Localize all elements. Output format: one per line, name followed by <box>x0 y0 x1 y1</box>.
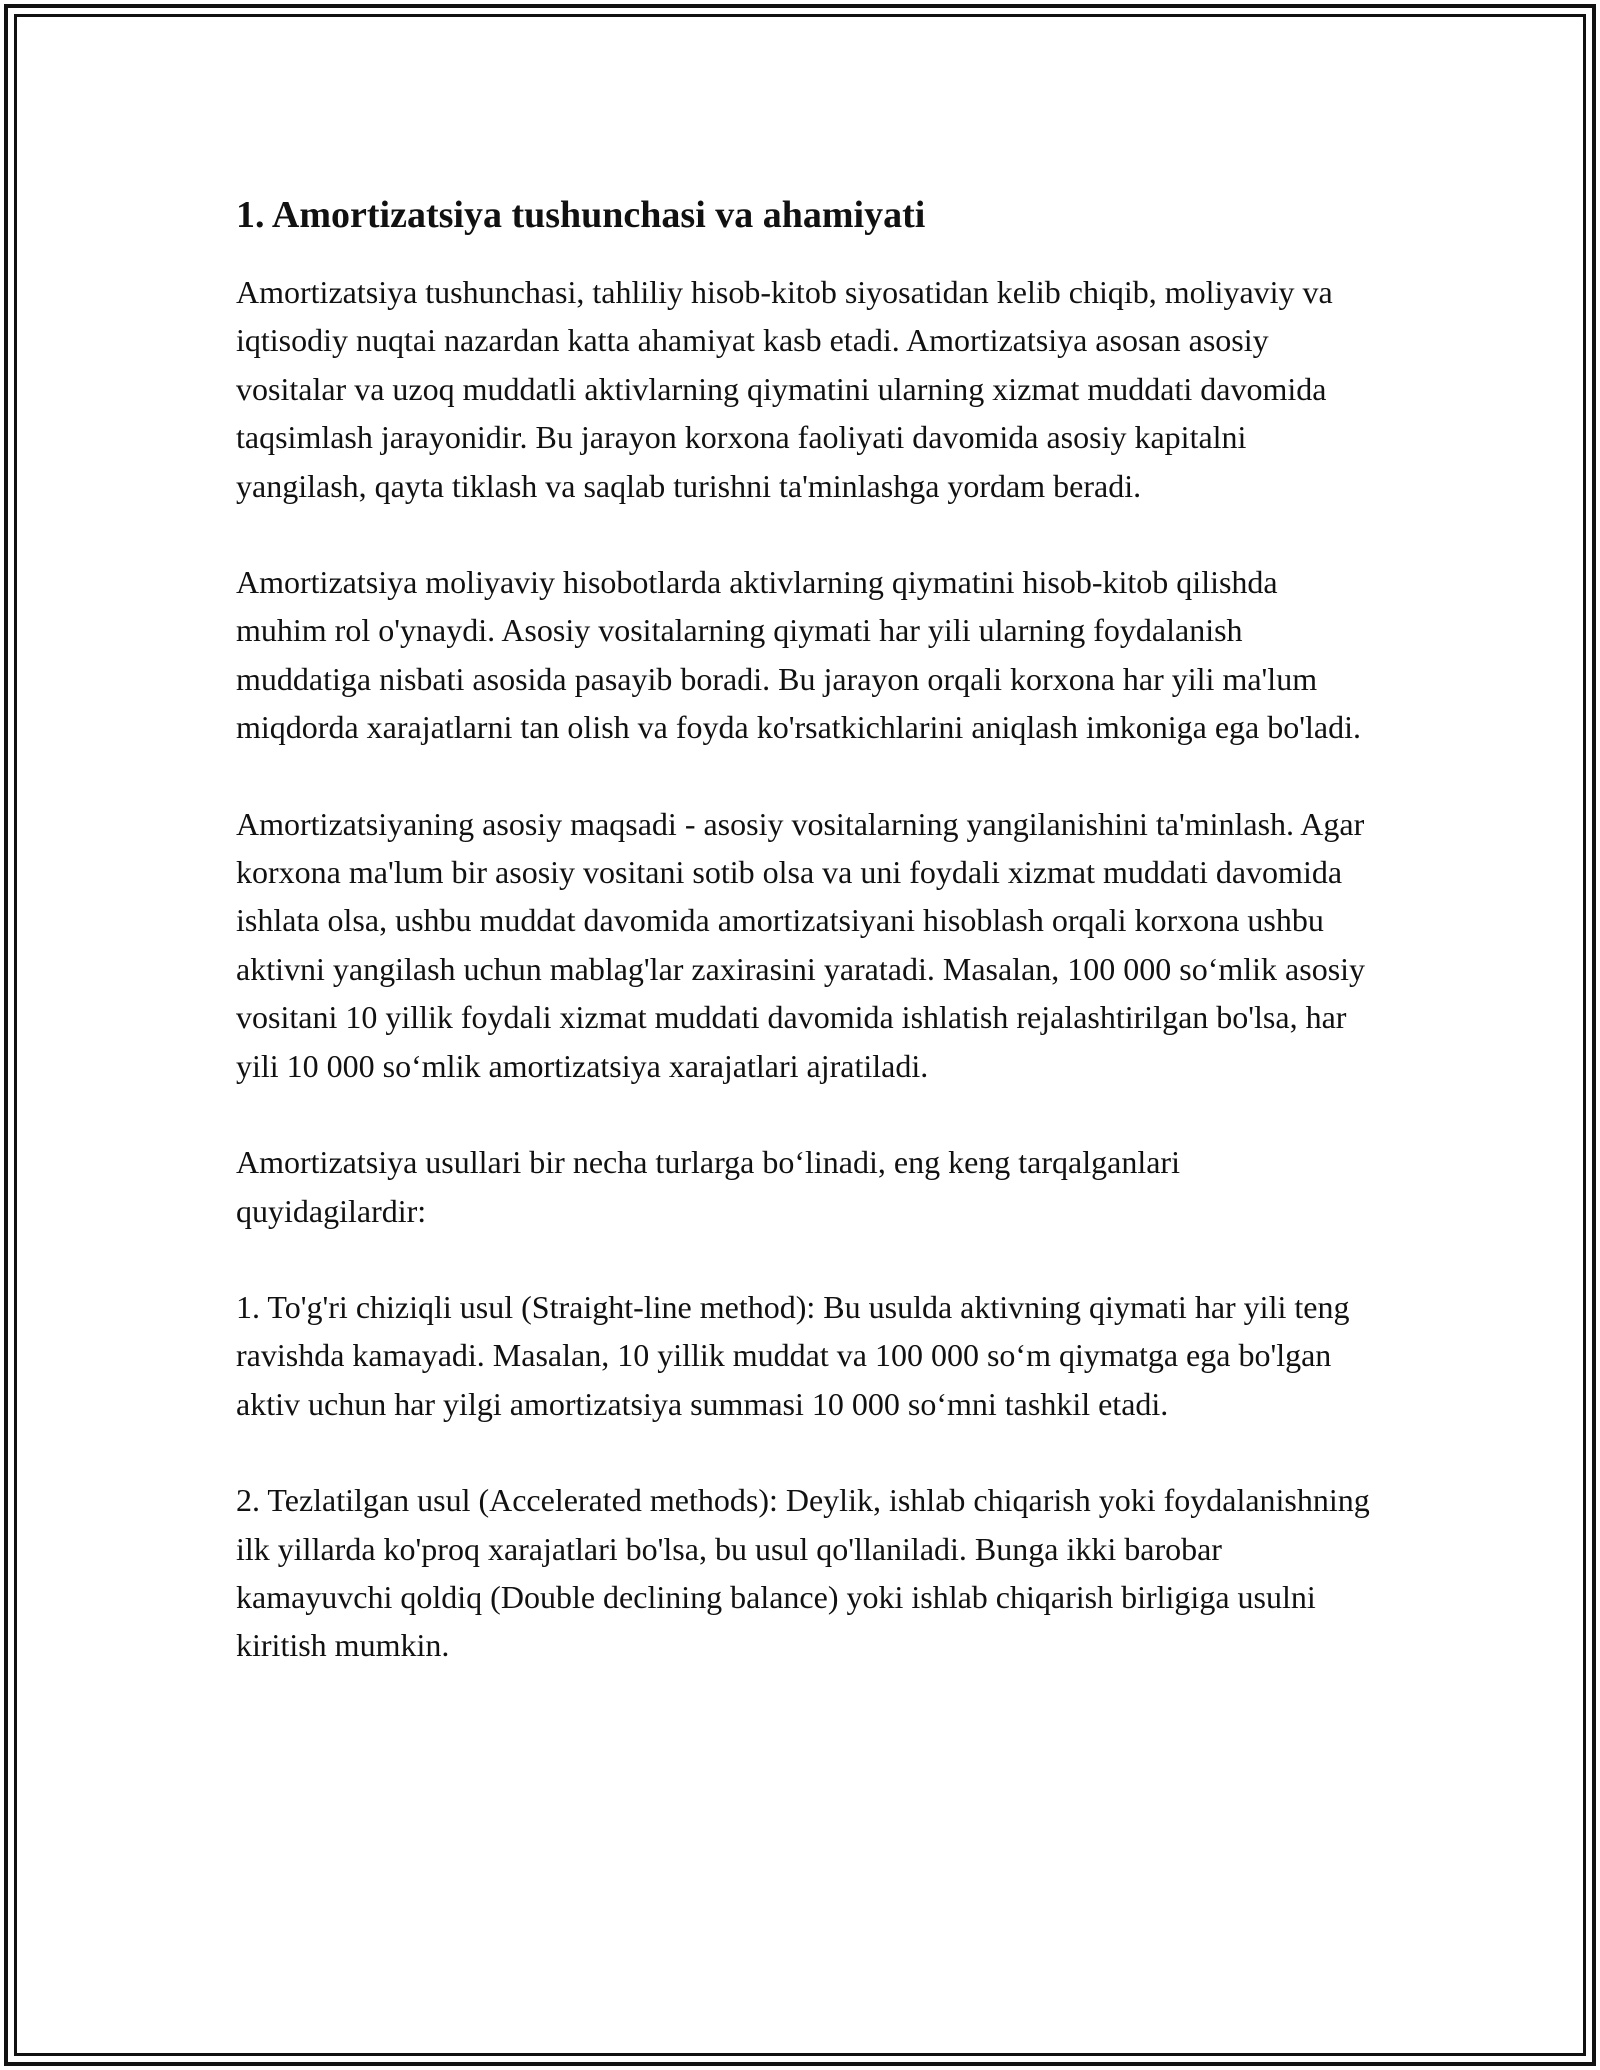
document-body <box>236 184 1376 1718</box>
paragraph-methods-intro: Amortizatsiya usullari bir necha turlarga bo‘linadi, eng keng tarqalganlari quyidagilardir: <box>236 1144 1180 1229</box>
paragraph-accelerated-method: 2. Tezlatilgan usul (Accelerated methods): Deylik, ishlab chiqarish yoki foydalanishning ilk yillarda ko'proq xarajatlari bo'lsa, bu usul qo'llaniladi. Bunga ikki barobar kamayuvchi qoldiq (Double declining balance) yoki ishlab chiqarish birligiga usulni kiritish mumkin. <box>236 1482 1370 1664</box>
paragraph-straight-line-method: 1. To'g'ri chiziqli usul (Straight-line method): Bu usulda aktivning qiymati har yili teng ravishda kamayadi. Masalan, 10 yillik muddat va 100 000 so‘m qiymatga ega bo'lgan aktiv uchun har yilgi amortizatsiya summasi 10 000 so‘mni tashkil etadi. <box>236 1288 1350 1422</box>
section-heading: 1. Amortizatsiya tushunchasi va ahamiyati <box>236 194 926 236</box>
paragraph-definition: Amortizatsiya tushunchasi, tahliliy hisob-kitob siyosatidan kelib chiqib, moliyaviy va iqtisodiy nuqtai nazardan katta ahamiyat kasb etadi. Amortizatsiya asosan asosiy vositalar va uzoq muddatli aktivlarning qiymatini ularning xizmat muddati davomida taqsimlash jarayonidir. Bu jarayon korxona faoliyati davomida asosiy kapitalni yangilash, qayta tiklash va saqlab turishni ta'minlashga yordam beradi. <box>236 274 1333 504</box>
paragraph-financial-reporting: Amortizatsiya moliyaviy hisobotlarda aktivlarning qiymatini hisob-kitob qilishda muhim rol o'ynaydi. Asosiy vositalarning qiymati har yili ularning foydalanish muddatiga nisbati asosida pasayib boradi. Bu jarayon orqali korxona har yili ma'lum miqdorda xarajatlarni tan olish va foyda ko'rsatkichlarini aniqlash imkoniga ega bo'ladi. <box>236 564 1361 746</box>
paragraph-purpose: Amortizatsiyaning asosiy maqsadi - asosiy vositalarning yangilanishini ta'minlash. Agar korxona ma'lum bir asosiy vositani sotib olsa va uni foydali xizmat muddati davomida ishlata olsa, ushbu muddat davomida amortizatsiyani hisoblash orqali korxona ushbu aktivni yangilash uchun mablag'lar zaxirasini yaratadi. Masalan, 100 000 so‘mlik asosiy vositani 10 yillik foydali xizmat muddati davomida ishlatish rejalashtirilgan bo'lsa, har yili 10 000 so‘mlik amortizatsiya xarajatlari ajratiladi. <box>236 805 1366 1084</box>
